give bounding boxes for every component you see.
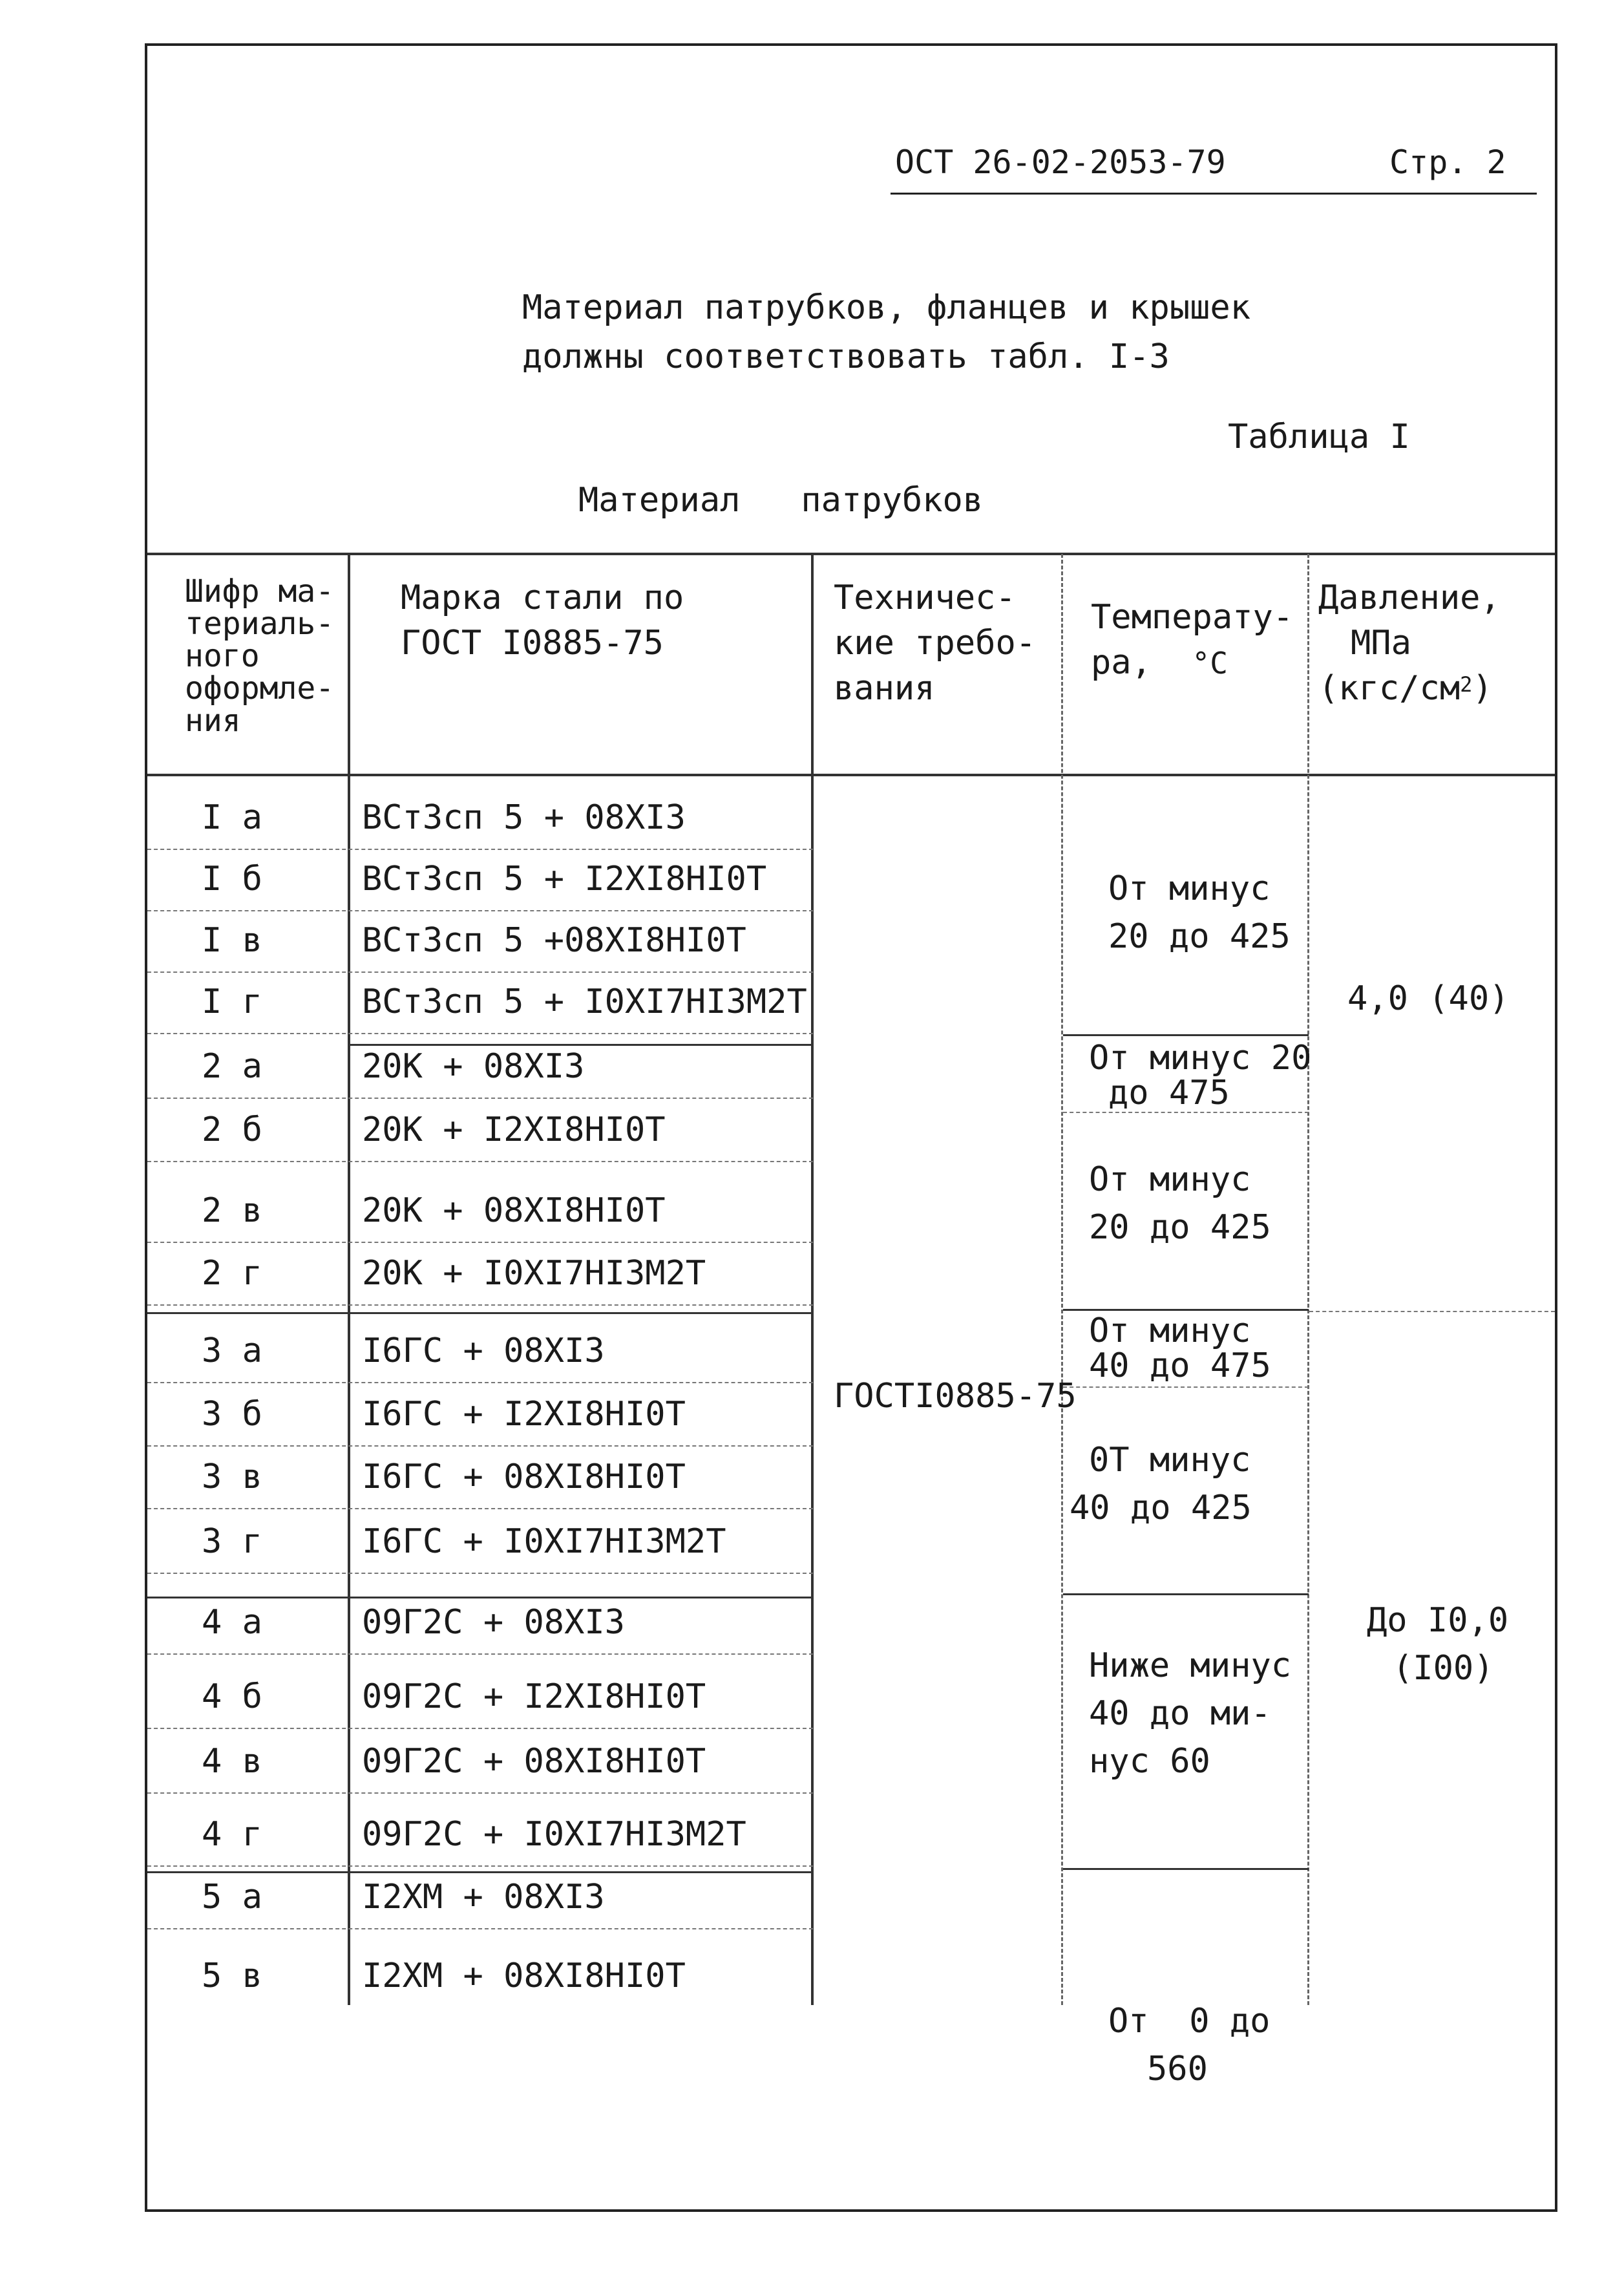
row-steel-grade: ВСт3сп 5 + I2ХI8НI0Т xyxy=(362,860,767,898)
row-separator xyxy=(147,1573,813,1574)
temp-1: От минус 20 до 425 xyxy=(1108,869,1291,956)
row-separator xyxy=(147,849,813,850)
temp-4: От минус 40 до 475 xyxy=(1089,1311,1271,1385)
row-code: 3 в xyxy=(202,1458,262,1496)
row-code: I в xyxy=(202,921,262,960)
temp-3: От минус 20 до 425 xyxy=(1089,1160,1271,1247)
row-separator xyxy=(147,1242,813,1243)
row-sep-group-3 xyxy=(147,1597,813,1598)
row-code: 3 г xyxy=(202,1522,262,1561)
pressure-sep xyxy=(1309,1311,1555,1312)
pressure-1: 4,0 (40) xyxy=(1347,979,1510,1018)
row-separator xyxy=(147,1098,813,1099)
header-underline xyxy=(891,193,1537,195)
table-top-border xyxy=(147,553,1555,555)
row-sep-group-4 xyxy=(147,1871,813,1873)
row-code: I б xyxy=(202,860,262,898)
row-steel-grade: 09Г2С + 08ХI3 xyxy=(362,1603,625,1642)
row-steel-grade: 09Г2С + I0ХI7НI3М2Т xyxy=(362,1815,746,1854)
row-separator xyxy=(147,1508,813,1509)
table-header-border xyxy=(147,774,1555,776)
row-steel-grade: ВСт3сп 5 + 08ХI3 xyxy=(362,798,686,837)
row-code: 2 а xyxy=(202,1047,262,1086)
row-sep-group-2 xyxy=(147,1312,813,1314)
row-code: 2 г xyxy=(202,1254,262,1293)
row-steel-grade: 09Г2С + 08ХI8НI0Т xyxy=(362,1742,706,1781)
row-code: 4 б xyxy=(202,1677,262,1716)
col-header-temp: Температу- ра, °C xyxy=(1091,598,1294,682)
col-divider-2 xyxy=(811,554,814,2005)
col-divider-3 xyxy=(1061,554,1063,2005)
row-code: 2 в xyxy=(202,1191,262,1230)
table-label: Таблица I xyxy=(1228,418,1410,456)
doc-number: ОСТ 26-02-2053-79 xyxy=(895,143,1226,181)
row-code: 5 в xyxy=(202,1957,262,1995)
row-steel-grade: 20К + 08ХI8НI0Т xyxy=(362,1191,666,1230)
row-steel-grade: ВСт3сп 5 +08ХI8НI0Т xyxy=(362,921,746,960)
row-separator xyxy=(147,1382,813,1383)
row-steel-grade: 09Г2С + I2ХI8НI0Т xyxy=(362,1677,706,1716)
row-separator xyxy=(147,1928,813,1929)
row-steel-grade: 20К + 08ХI3 xyxy=(362,1047,585,1086)
temp-2: От минус 20 до 475 xyxy=(1089,1039,1312,1112)
row-steel-grade: I6ГС + 08ХI3 xyxy=(362,1332,605,1370)
page-number: Стр. 2 xyxy=(1389,143,1506,181)
row-steel-grade: I2ХМ + 08ХI3 xyxy=(362,1878,605,1916)
row-separator xyxy=(147,1033,813,1034)
temp-5: 0Т минус 40 до 425 xyxy=(1070,1441,1252,1527)
row-code: 3 б xyxy=(202,1395,262,1434)
row-steel-grade: ВСт3сп 5 + I0ХI7НI3М2Т xyxy=(362,982,807,1021)
row-steel-grade: I6ГС + 08ХI8НI0Т xyxy=(362,1458,686,1496)
row-steel-grade: I6ГС + I0ХI7НI3М2Т xyxy=(362,1522,726,1561)
row-code: I а xyxy=(202,798,262,837)
row-steel-grade: 20К + I2ХI8НI0Т xyxy=(362,1110,666,1149)
temp-6: Ниже минус 40 до ми- нус 60 xyxy=(1089,1646,1292,1781)
col-header-steel: Марка стали по ГОСТ I0885-75 xyxy=(401,579,684,663)
row-code: I г xyxy=(202,982,262,1021)
col-header-pressure: Давление, МПа $(кгс/см^2)$ xyxy=(1318,579,1501,708)
row-code: 5 а xyxy=(202,1878,262,1916)
row-separator xyxy=(147,971,813,973)
row-separator xyxy=(147,1304,813,1306)
temp-7: От 0 до 560 xyxy=(1108,2002,1271,2088)
temp-sep-6 xyxy=(1063,1868,1309,1870)
row-code: 4 г xyxy=(202,1815,262,1854)
intro-line-1: Материал патрубков, фланцев и крышек xyxy=(522,288,1251,327)
row-code: 2 б xyxy=(202,1110,262,1149)
tech-requirement: ГОСТI0885-75 xyxy=(834,1377,1077,1416)
row-separator xyxy=(147,1792,813,1794)
temp-sep-1 xyxy=(1063,1034,1309,1036)
row-separator xyxy=(147,1865,813,1867)
row-separator xyxy=(147,1653,813,1655)
row-code: 3 а xyxy=(202,1332,262,1370)
row-steel-grade: 20К + I0ХI7НI3М2Т xyxy=(362,1254,706,1293)
temp-sep-3 xyxy=(1063,1309,1309,1311)
row-steel-grade: I2ХМ + 08ХI8НI0Т xyxy=(362,1957,686,1995)
col-header-tech: Техничес- кие требо- вания xyxy=(834,579,1037,708)
col-divider-1 xyxy=(348,554,350,2005)
row-sep-group-1 xyxy=(350,1044,813,1046)
col-divider-4 xyxy=(1307,554,1309,2005)
row-code: 4 а xyxy=(202,1603,262,1642)
col-header-code: Шифр ма- териаль- ного оформле- ния xyxy=(185,573,335,739)
row-separator xyxy=(147,1445,813,1447)
table-caption: Материал патрубков xyxy=(578,481,984,520)
row-separator xyxy=(147,1161,813,1162)
row-separator xyxy=(147,1728,813,1729)
row-steel-grade: I6ГС + I2ХI8НI0Т xyxy=(362,1395,686,1434)
temp-sep-4 xyxy=(1063,1386,1309,1388)
intro-line-2: должны соответствовать табл. I-3 xyxy=(522,337,1170,376)
pressure-2: До I0,0 (I00) xyxy=(1367,1601,1509,1688)
row-separator xyxy=(147,910,813,911)
row-code: 4 в xyxy=(202,1742,262,1781)
temp-sep-5 xyxy=(1063,1593,1309,1595)
